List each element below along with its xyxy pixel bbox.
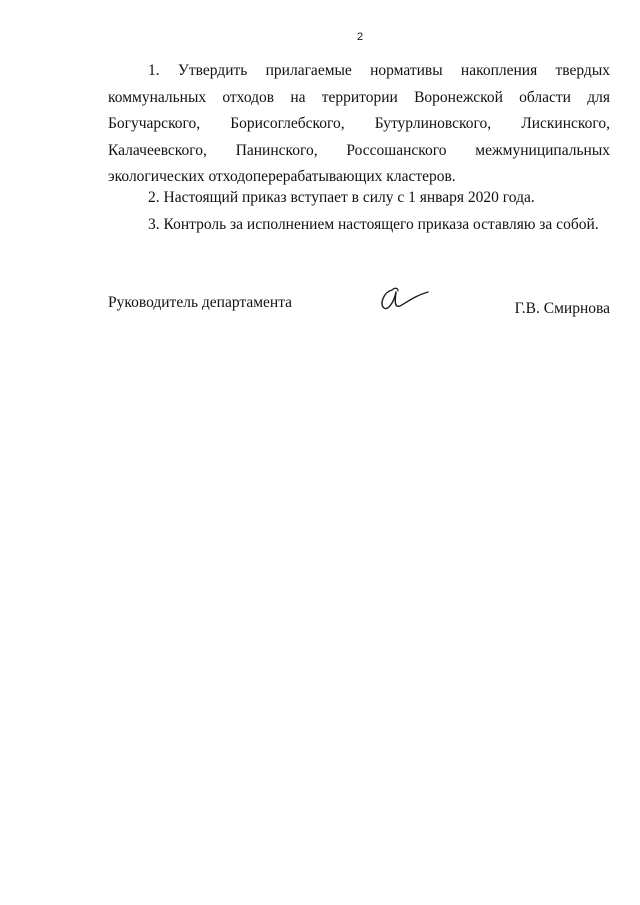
word: Лискинского, [521, 115, 610, 132]
word: Россошанского [346, 141, 447, 159]
item-1-line-5: экологических отходоперерабатывающих кластеров. [108, 168, 456, 185]
word: области [519, 88, 571, 106]
word: коммунальных [108, 88, 207, 106]
word: территории [321, 88, 398, 106]
handwritten-signature [376, 282, 436, 318]
word: прилагаемые [265, 62, 352, 79]
word: нормативы [370, 62, 443, 79]
word: на [290, 88, 306, 106]
word: Калачеевского, [108, 141, 207, 159]
word: Бутурлиновского, [374, 115, 492, 132]
word: Панинского, [235, 141, 318, 159]
word: межмуниципальных [475, 141, 610, 159]
item-1-line-4 [108, 138, 610, 165]
page-number: 2 [356, 31, 364, 43]
word: Воронежской [414, 88, 503, 106]
word: твердых [555, 62, 610, 79]
word: для [587, 88, 610, 106]
item-1-line-1 [108, 58, 610, 85]
word: накопления [460, 62, 538, 79]
item-1-line-2 [108, 85, 610, 112]
order-item-3: 3. Контроль за исполнением настоящего приказа оставляю за собой. [148, 216, 599, 233]
signatory-name: Г.В. Смирнова [514, 300, 610, 317]
word: 1. [148, 62, 160, 79]
order-item-1 [108, 58, 610, 191]
word: отходов [222, 88, 275, 106]
signatory-position: Руководитель департамента [108, 294, 293, 311]
word: Утвердить [177, 62, 248, 79]
item-1-line-3 [108, 111, 610, 138]
word: Богучарского, [108, 115, 201, 132]
word: Борисоглебского, [230, 115, 345, 132]
signature-block [108, 286, 610, 326]
order-item-2: 2. Настоящий приказ вступает в силу с 1 января 2020 года. [148, 189, 535, 206]
